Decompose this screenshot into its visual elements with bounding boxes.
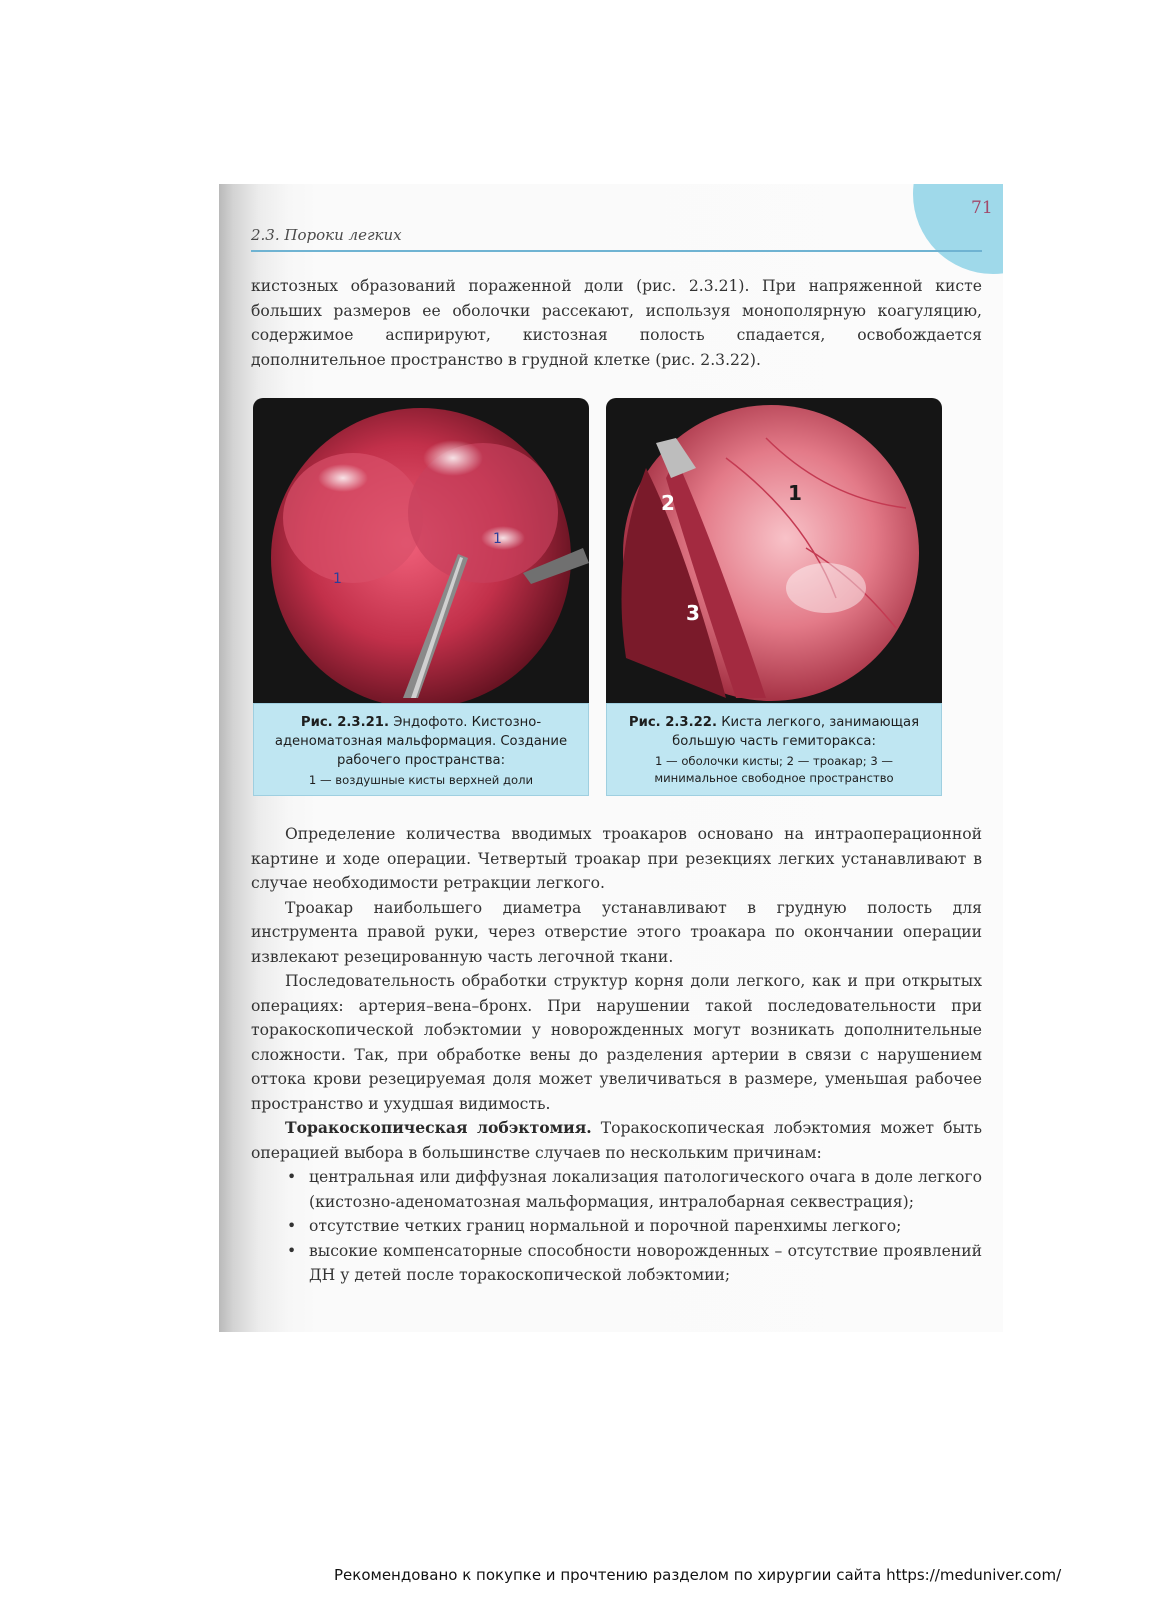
figure-caption bbox=[253, 703, 589, 796]
list-item: • высокие компенсаторные способности новорожденных – отсутствие проявлений ДН у детей после торакоскопической лобэктомии; bbox=[309, 1239, 982, 1288]
reasons-list bbox=[251, 1165, 982, 1288]
intro-paragraph: кистозных образований пораженной доли (рис. 2.3.21). При напряженной кисте больших размеров ее оболочки рассекают, используя монополярную коагуляцию, содержимое аспирируют, кистозная полость спадается, освобождается дополнительное пространство в грудной клетке (рис. 2.3.22). bbox=[251, 277, 982, 369]
marker-3: 3 bbox=[686, 601, 700, 625]
figure-title: Эндофото. Кистозно-аденоматозная мальформация. Создание рабочего пространства: bbox=[274, 715, 568, 768]
lobectomy-heading: Торакоскопическая лобэктомия. bbox=[285, 1118, 592, 1137]
paragraph: Определение количества вводимых троакаров основано на интраоперационной картине и ходе операции. Четвертый троакар при резекциях легких устанавливают в случае необходимости ретракции легкого. bbox=[251, 825, 982, 892]
paragraph: Троакар наибольшего диаметра устанавливают в грудную полость для инструмента правой руки, через отверстие этого троакара по окончании операции извлекают резецированную часть легочной ткани. bbox=[251, 898, 982, 966]
paragraph: Последовательность обработки структур корня доли легкого, как и при открытых операциях: артерия–вена–бронх. При нарушении такой последовательности при торакоскопической лобэктомии у новорожденных могут возникать дополнительные сложности. Так, при обработке вены до разделения артерии в связи с нарушением оттока крови резецируемая доля может увеличиваться в размере, уменьшая рабочее пространство и ухудшая видимость. bbox=[251, 972, 982, 1113]
marker-1a: 1 bbox=[333, 571, 342, 587]
footer-note: Рекомендовано к покупке и прочтению разделом по хирургии сайта https://meduniver.com/ bbox=[334, 1566, 1062, 1584]
figure-note: 1 — воздушные кисты верхней доли bbox=[308, 773, 534, 787]
running-head: 2.3. Пороки легких bbox=[251, 226, 402, 244]
figure-label: Рис. 2.3.21. bbox=[300, 715, 389, 730]
scanned-page bbox=[219, 184, 1003, 1332]
header-rule bbox=[251, 250, 982, 252]
marker-1: 1 bbox=[788, 481, 802, 505]
figure-2-3-21 bbox=[253, 398, 589, 796]
figure-caption bbox=[606, 703, 942, 796]
page-number: 71 bbox=[971, 198, 993, 218]
marker-1b: 1 bbox=[493, 531, 502, 547]
list-item: • центральная или диффузная локализация патологического очага в доле легкого (кистозно-аденоматозная мальформация, интралобарная секвестрация); bbox=[309, 1165, 982, 1214]
intro-text bbox=[251, 274, 982, 372]
endophoto-lung-cyst bbox=[606, 398, 942, 703]
lobectomy-text: Торакоскопическая лобэктомия может быть операцией выбора в большинстве случаев по нескольким причинам: bbox=[251, 1119, 982, 1162]
figure-note: 1 — оболочки кисты; 2 — троакар; 3 — минимальное свободное пространство bbox=[654, 754, 894, 785]
marker-2: 2 bbox=[661, 491, 675, 515]
figure-2-3-22 bbox=[606, 398, 942, 796]
figure-label: Рис. 2.3.22. bbox=[628, 715, 717, 730]
body-text bbox=[251, 822, 982, 1288]
list-item: • отсутствие четких границ нормальной и порочной паренхимы легкого; bbox=[309, 1214, 982, 1239]
figure-title: Киста легкого, занимающая большую часть гемиторакса: bbox=[672, 715, 920, 749]
lobectomy-paragraph bbox=[251, 1116, 982, 1165]
endophoto-cystic-lung bbox=[253, 398, 589, 703]
